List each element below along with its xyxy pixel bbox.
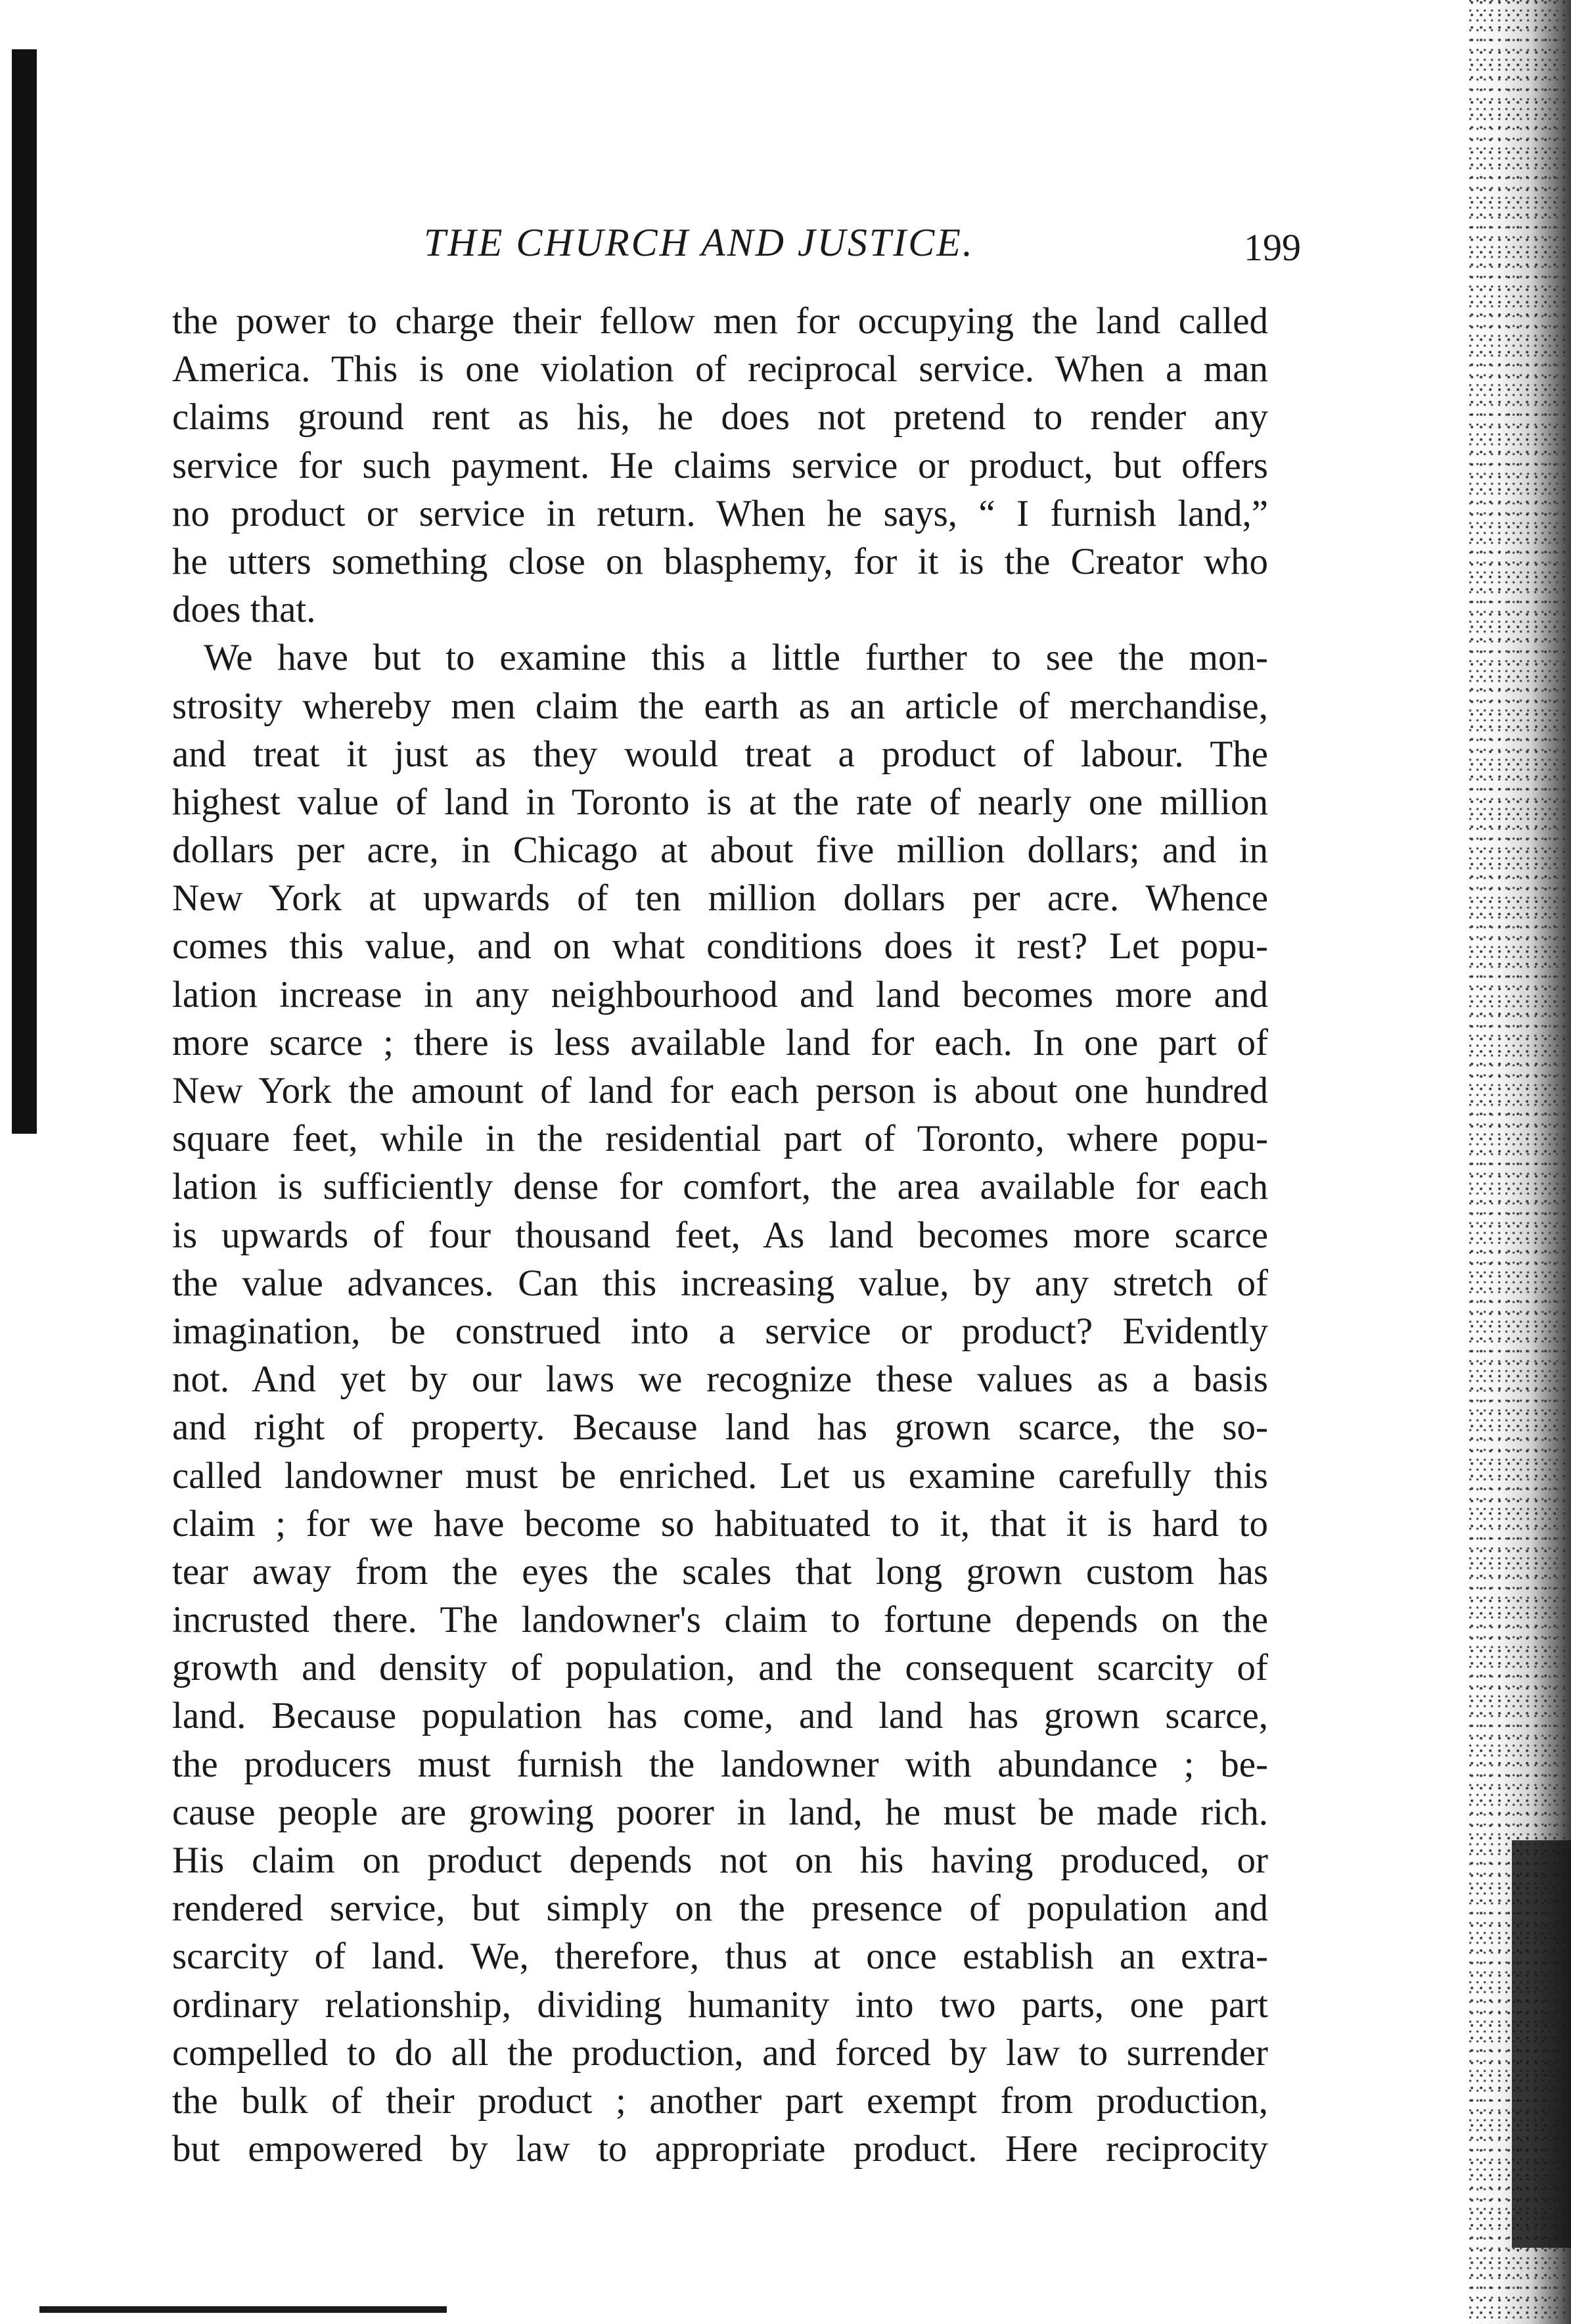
text-line: he utters something close on blasphemy, for it is the Creator who [172, 540, 1268, 582]
text-line: but empowered by law to appropriate product. Here reciprocity [172, 2128, 1268, 2170]
text-line: the producers must furnish the landowner with abundance ; be- [172, 1743, 1268, 1785]
text-line: tear away from the eyes the scales that long grown custom has [172, 1550, 1268, 1592]
text-line: cause people are growing poorer in land, he must be made rich. [172, 1791, 1268, 1833]
text-line: lation increase in any neighbourhood and land becomes more and [172, 973, 1268, 1015]
text-line: not. And yet by our laws we recognize these values as a basis [172, 1359, 1268, 1401]
text-line: no product or service in return. When he says, “ I furnish land,” [172, 492, 1268, 534]
text-line: America. This is one violation of reciprocal service. When a man [172, 348, 1268, 390]
text-line: dollars per acre, in Chicago at about five million dollars; and in [172, 829, 1268, 872]
text-line: the bulk of their product ; another part exempt from production, [172, 2080, 1268, 2122]
text-line: the value advances. Can this increasing value, by any stretch of [172, 1262, 1268, 1304]
text-line: incrusted there. The landowner's claim to fortune depends on the [172, 1599, 1268, 1641]
body-text [172, 297, 1268, 2173]
text-line: scarcity of land. We, therefore, thus at once establish an extra- [172, 1936, 1268, 1978]
text-line: called landowner must be enriched. Let us examine carefully this [172, 1454, 1268, 1497]
text-line: is upwards of four thousand feet, As land becomes more scarce [172, 1214, 1268, 1256]
text-line: New York at upwards of ten million dollars per acre. Whence [172, 877, 1268, 919]
text-line: ordinary relationship, dividing humanity into two parts, one part [172, 1984, 1268, 2026]
text-line: rendered service, but simply on the presence of population and [172, 1888, 1268, 1930]
page-number: 199 [1244, 226, 1301, 269]
text-line: does that. [172, 589, 316, 631]
text-line: highest value of land in Toronto is at the rate of nearly one million [172, 781, 1268, 823]
text-line: claim ; for we have become so habituated to it, that it is hard to [172, 1502, 1268, 1545]
text-line: and right of property. Because land has grown scarce, the so- [172, 1406, 1268, 1449]
running-head: THE CHURCH AND JUSTICE. [424, 221, 974, 264]
scan-binding-shadow [1512, 1840, 1571, 2248]
scan-left-edge [12, 49, 37, 1134]
page-header [171, 200, 1301, 279]
text-line: more scarce ; there is less available land for each. In one part of [172, 1021, 1268, 1063]
text-line: land. Because population has come, and land has grown scarce, [172, 1695, 1268, 1737]
text-line: the power to charge their fellow men for occupying the land called [172, 300, 1268, 342]
text-line: and treat it just as they would treat a product of labour. The [172, 733, 1268, 775]
paragraph-start-line: We have but to examine this a little further to see the mon- [204, 637, 1268, 679]
text-line: service for such payment. He claims service or product, but offers [172, 444, 1268, 486]
text-line: comes this value, and on what conditions does it rest? Let popu- [172, 925, 1268, 967]
text-line: claims ground rent as his, he does not pretend to render any [172, 396, 1268, 438]
text-line: imagination, be construed into a service or product? Evidently [172, 1310, 1268, 1352]
text-line: compelled to do all the production, and forced by law to surrender [172, 2032, 1268, 2074]
text-line: His claim on product depends not on his having produced, or [172, 1840, 1268, 1881]
text-line: square feet, while in the residential part of Toronto, where popu- [172, 1118, 1268, 1160]
text-line: New York the amount of land for each person is about one hundred [172, 1070, 1268, 1111]
scan-bottom-edge [39, 2306, 447, 2313]
text-line: growth and density of population, and the consequent scarcity of [172, 1647, 1268, 1689]
text-line: lation is sufficiently dense for comfort, the area available for each [172, 1166, 1268, 1208]
text-line: strosity whereby men claim the earth as an article of merchandise, [172, 685, 1268, 727]
